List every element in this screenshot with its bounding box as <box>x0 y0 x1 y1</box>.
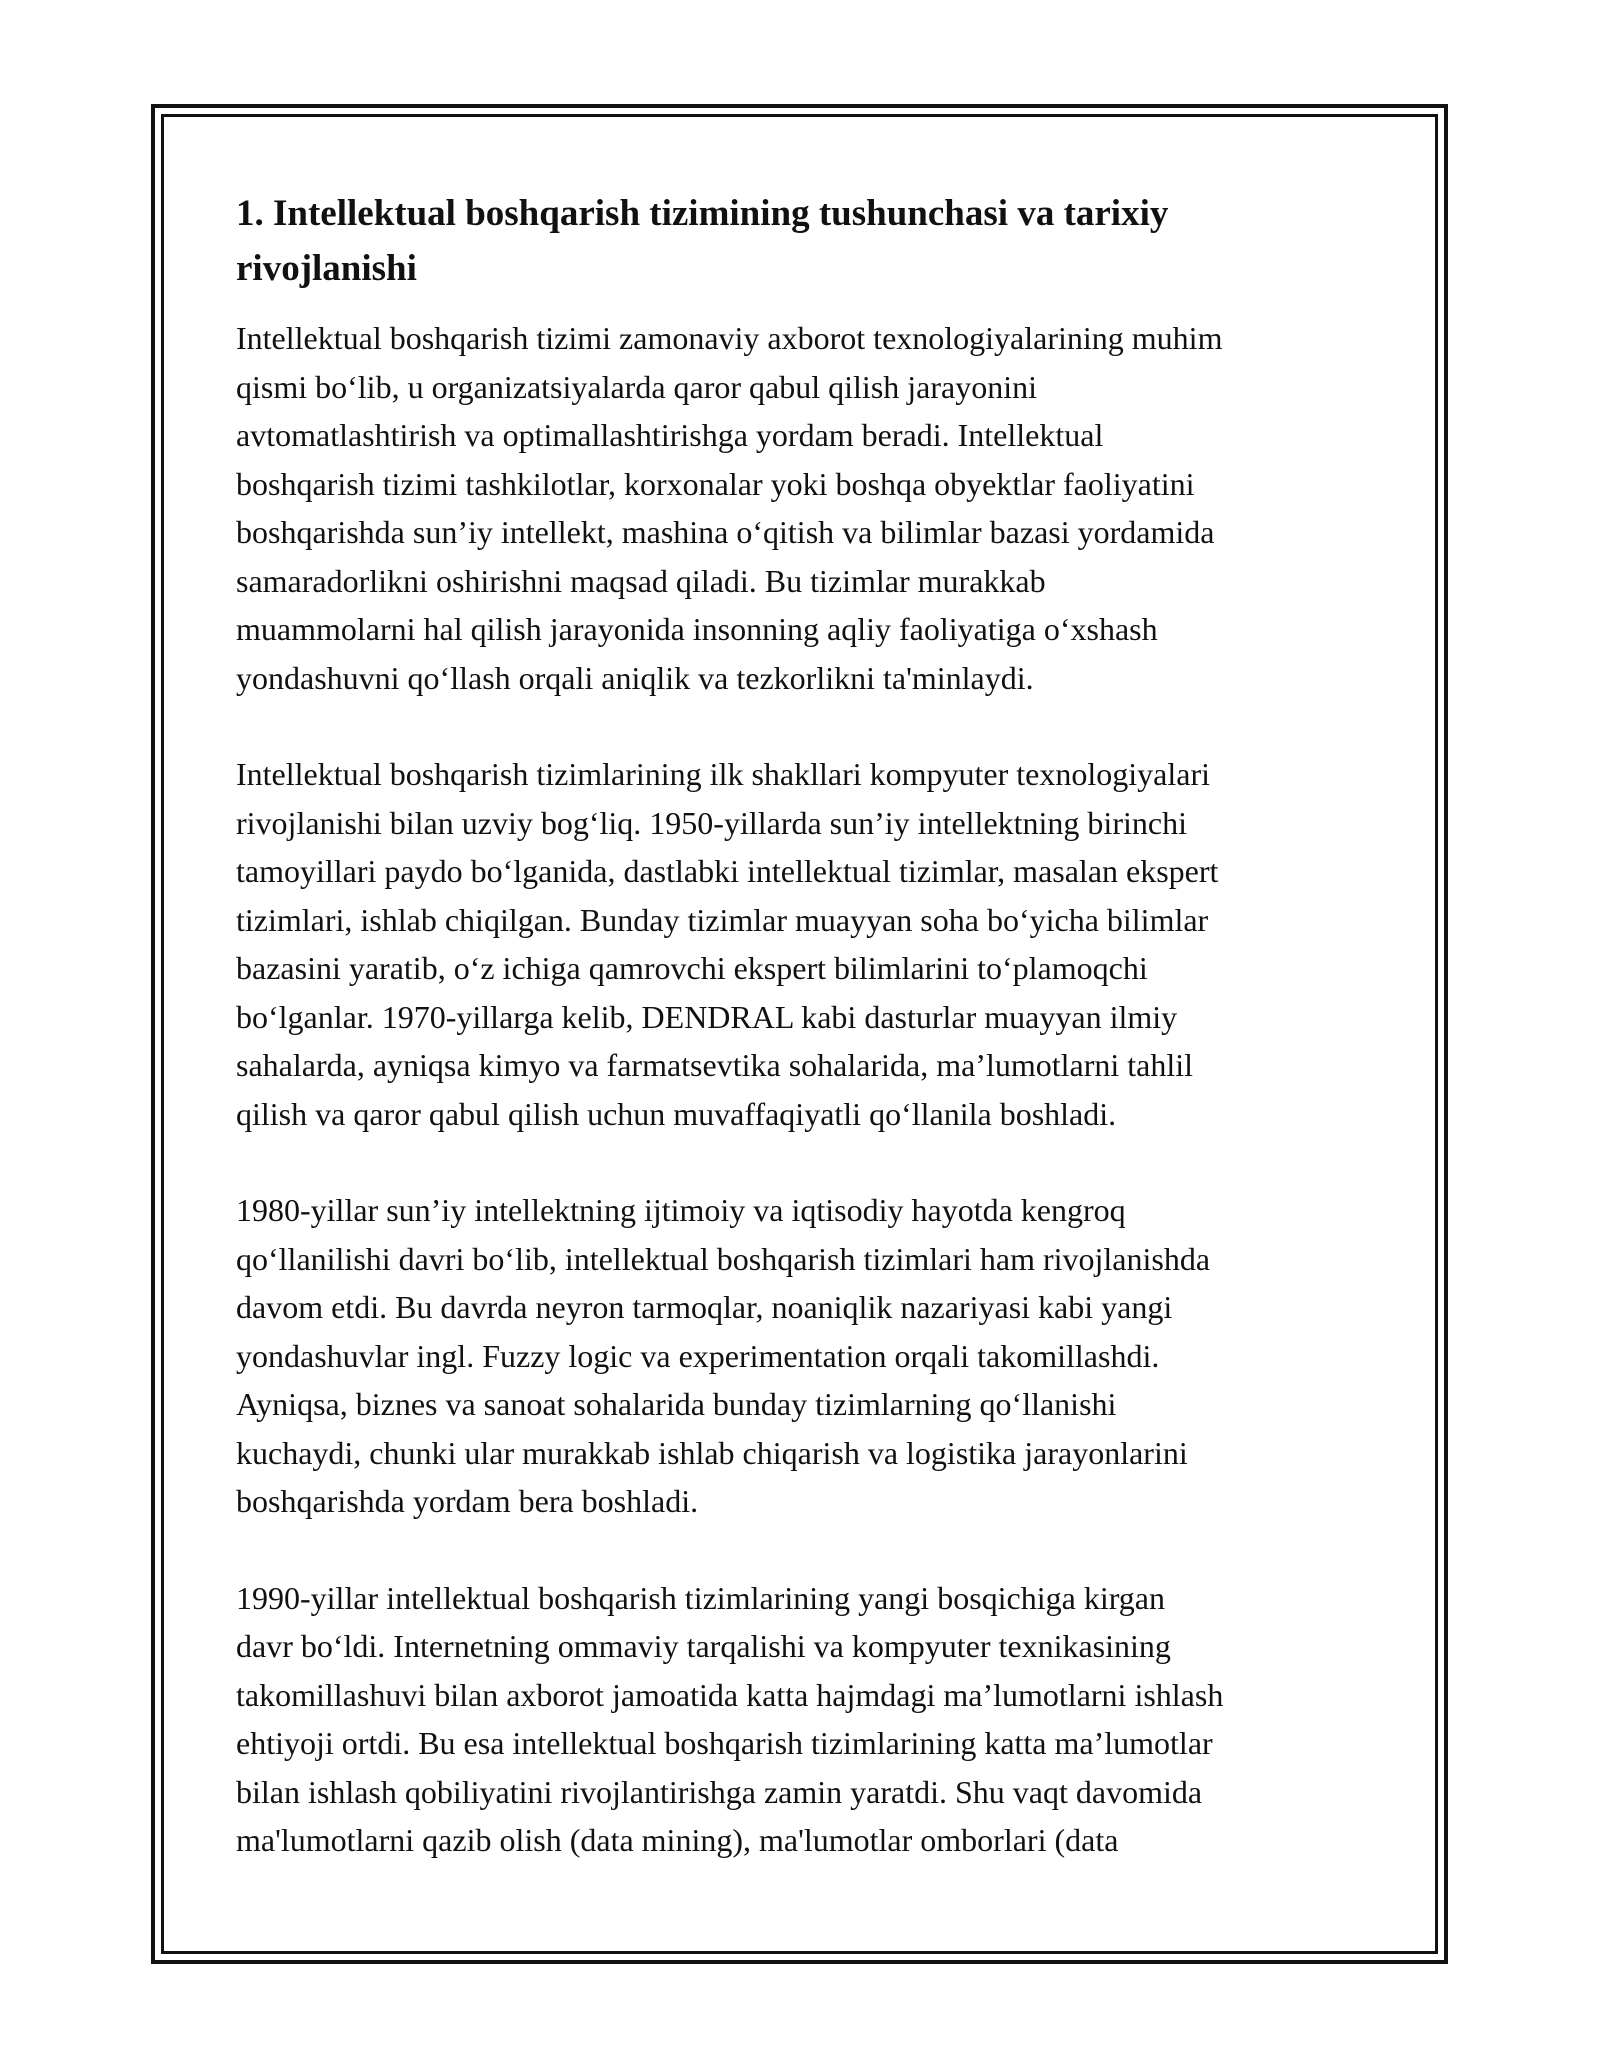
text-line: samaradorlikni oshirishni maqsad qiladi. Bu tizimlar murakkab <box>236 562 1046 599</box>
text-line: boshqarishda yordam bera boshladi. <box>236 1483 699 1519</box>
text-line: takomillashuvi bilan axborot jamoatida katta hajmdagi ma’lumotlarni ishlash <box>236 1676 1224 1713</box>
document-content <box>236 186 1376 1913</box>
paragraph-intro <box>236 314 1376 702</box>
text-line: 1990-yillar intellektual boshqarish tizimlarining yangi bosqichiga kirgan <box>236 1579 1165 1616</box>
text-line: avtomatlashtirish va optimallashtirishga yordam beradi. Intellektual <box>236 417 1104 453</box>
text-line: bo‘lganlar. 1970-yillarga kelib, DENDRAL kabi dasturlar muayyan ilmiy <box>236 998 1178 1035</box>
paragraph-early-history <box>236 750 1376 1138</box>
text-line: muammolarni hal qilish jarayonida insonning aqliy faoliyatiga o‘xshash <box>236 611 1158 647</box>
text-line: tamoyillari paydo bo‘lganida, dastlabki intellektual tizimlar, masalan ekspert <box>236 853 1219 889</box>
text-line: qilish va qaror qabul qilish uchun muvaffaqiyatli qo‘llanila boshladi. <box>236 1095 1117 1132</box>
text-line: Intellektual boshqarish tizimi zamonaviy axborot texnologiyalarining muhim <box>236 320 1223 356</box>
text-line: kuchaydi, chunki ular murakkab ishlab chiqarish va logistika jarayonlarini <box>236 1434 1188 1471</box>
text-line: ma'lumotlarni qazib olish (data mining), ma'lumotlar omborlari (data <box>236 1822 1119 1858</box>
text-line: 1980-yillar sun’iy intellektning ijtimoiy va iqtisodiy hayotda kengroq <box>236 1192 1126 1228</box>
text-line: ehtiyoji ortdi. Bu esa intellektual boshqarish tizimlarining katta ma’lumotlar <box>236 1725 1213 1761</box>
text-line: davr bo‘ldi. Internetning ommaviy tarqalishi va kompyuter texnikasining <box>236 1628 1171 1664</box>
text-line: bazasini yaratib, o‘z ichiga qamrovchi ekspert bilimlarini to‘plamoqchi <box>236 950 1148 986</box>
text-line: boshqarish tizimi tashkilotlar, korxonalar yoki boshqa obyektlar faoliyatini <box>236 465 1195 502</box>
paragraph-1990s <box>236 1574 1376 1865</box>
text-line: davom etdi. Bu davrda neyron tarmoqlar, noaniqlik nazariyasi kabi yangi <box>236 1289 1173 1325</box>
heading-line: rivojlanishi <box>236 248 417 289</box>
section-heading <box>236 186 1376 296</box>
text-line: tizimlari, ishlab chiqilgan. Bunday tizimlar muayyan soha bo‘yicha bilimlar <box>236 901 1209 938</box>
text-line: sahalarda, ayniqsa kimyo va farmatsevtika sohalarida, ma’lumotlarni tahlil <box>236 1047 1194 1083</box>
text-line: yondashuvni qo‘llash orqali aniqlik va tezkorlikni ta'minlaydi. <box>236 659 1034 696</box>
text-line: qo‘llanilishi davri bo‘lib, intellektual boshqarish tizimlari ham rivojlanishda <box>236 1240 1211 1277</box>
text-line: yondashuvlar ingl. Fuzzy logic va experimentation orqali takomillashdi. <box>236 1337 1160 1374</box>
heading-line: 1. Intellektual boshqarish tizimining tushunchasi va tarixiy <box>236 193 1169 234</box>
paragraph-1980s <box>236 1186 1376 1526</box>
text-line: rivojlanishi bilan uzviy bog‘liq. 1950-yillarda sun’iy intellektning birinchi <box>236 804 1187 841</box>
text-line: qismi bo‘lib, u organizatsiyalarda qaror qabul qilish jarayonini <box>236 368 1037 405</box>
text-line: boshqarishda sun’iy intellekt, mashina o‘qitish va bilimlar bazasi yordamida <box>236 514 1215 550</box>
text-line: Intellektual boshqarish tizimlarining ilk shakllari kompyuter texnologiyalari <box>236 756 1210 792</box>
text-line: Ayniqsa, biznes va sanoat sohalarida bunday tizimlarning qo‘llanishi <box>236 1386 1117 1422</box>
text-line: bilan ishlash qobiliyatini rivojlantirishga zamin yaratdi. Shu vaqt davomida <box>236 1773 1203 1810</box>
